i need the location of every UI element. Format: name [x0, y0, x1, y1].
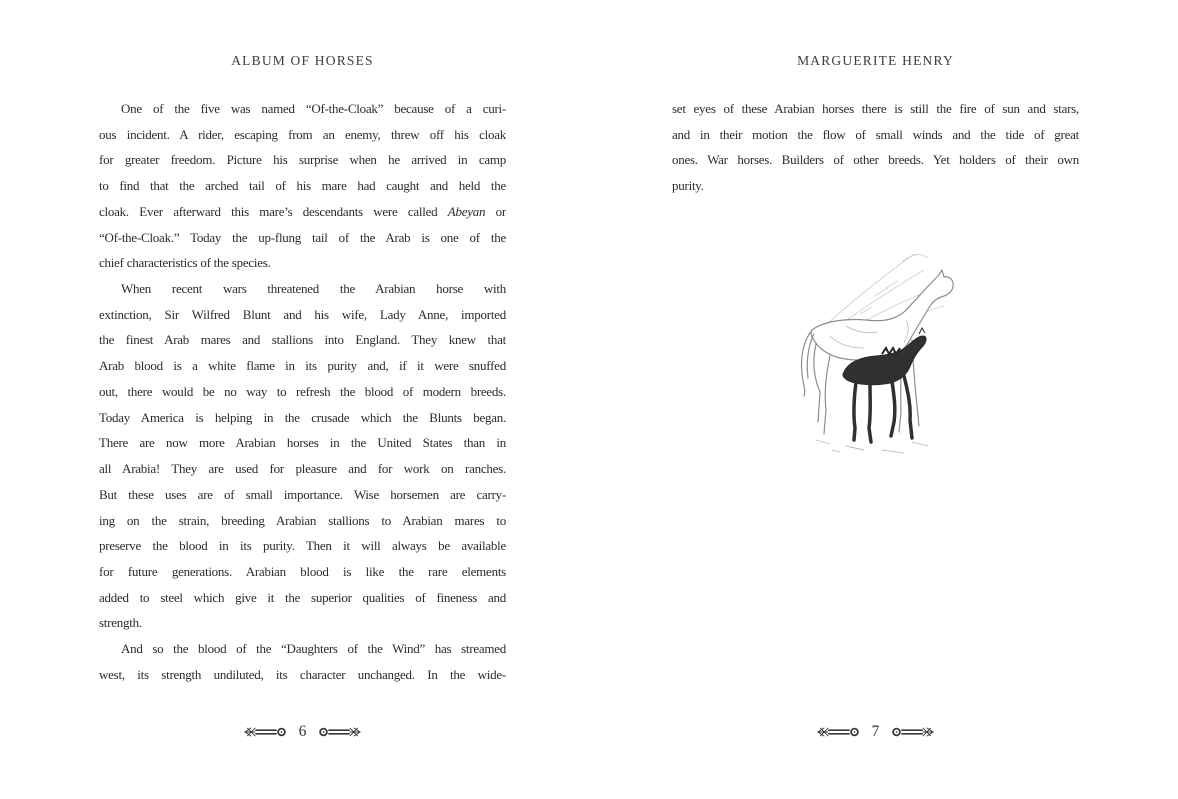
text-line: the finest Arab mares and stallions into England. They knew that [99, 332, 506, 348]
left-page-text-column [99, 96, 506, 688]
text-line: out, there would be no way to refresh the blood of modern breeds. [99, 383, 506, 399]
text-line: extinction, Sir Wilfred Blunt and his wife, Lady Anne, imported [99, 306, 506, 322]
arrow-and-ring-ornament-icon [816, 725, 859, 739]
text-line: ones. War horses. Builders of other breeds. Yet holders of their own [672, 152, 1079, 168]
right-page-folio [672, 724, 1079, 740]
text-line: chief characteristics of the species. [99, 255, 271, 271]
text-line: preserve the blood in its purity. Then it will always be available [99, 538, 506, 554]
text-line: There are now more Arabian horses in the United States than in [99, 435, 506, 451]
text-line: But these uses are of small importance. Wise horsemen are carry- [99, 486, 506, 502]
text-line: purity. [672, 178, 704, 194]
running-header-book-title: ALBUM OF HORSES [231, 53, 374, 68]
text-line: and in their motion the flow of small winds and the tide of great [672, 126, 1079, 142]
text-line: cloak. Ever afterward this mare’s descendants were called Abeyan or [99, 203, 506, 219]
text-line: strength. [99, 615, 142, 631]
text-line: west, its strength undiluted, its character unchanged. In the wide- [99, 666, 506, 682]
text-line: for greater freedom. Picture his surprise when he arrived in camp [99, 152, 506, 168]
text-line: And so the blood of the “Daughters of the Wind” has streamed [121, 641, 506, 657]
text-line: for future generations. Arabian blood is like the rare elements [99, 563, 506, 579]
text-line: all Arabia! They are used for pleasure and for work on ranches. [99, 461, 506, 477]
page-number: 6 [298, 723, 307, 740]
text-line: One of the five was named “Of-the-Cloak” because of a curi- [121, 101, 506, 116]
arrow-and-ring-ornament-icon [319, 725, 362, 739]
right-page-text-column [672, 96, 1079, 199]
arrow-and-ring-ornament-icon [243, 725, 286, 739]
text-line: “Of-the-Cloak.” Today the up-flung tail of the Arab is one of the [99, 229, 506, 245]
mare-and-foal-sketch-svg [786, 236, 976, 461]
text-line: Arab blood is a white flame in its purity and, if it were snuffed [99, 358, 506, 374]
text-line: set eyes of these Arabian horses there is still the fire of sun and stars, [672, 101, 1079, 116]
mare-and-foal-illustration [786, 236, 976, 461]
text-line: Today America is helping in the crusade which the Blunts began. [99, 409, 506, 425]
page-number: 7 [871, 723, 880, 740]
left-page-folio [99, 724, 506, 740]
text-line: ing on the strain, breeding Arabian stallions to Arabian mares to [99, 512, 506, 528]
text-line: When recent wars threatened the Arabian horse with [121, 281, 506, 297]
arrow-and-ring-ornament-icon [892, 725, 935, 739]
text-line: ous incident. A rider, escaping from an enemy, threw off his cloak [99, 126, 506, 142]
text-line: added to steel which give it the superior qualities of fineness and [99, 589, 506, 605]
running-header-author: MARGUERITE HENRY [797, 53, 954, 68]
text-line: to find that the arched tail of his mare had caught and held the [99, 178, 506, 194]
